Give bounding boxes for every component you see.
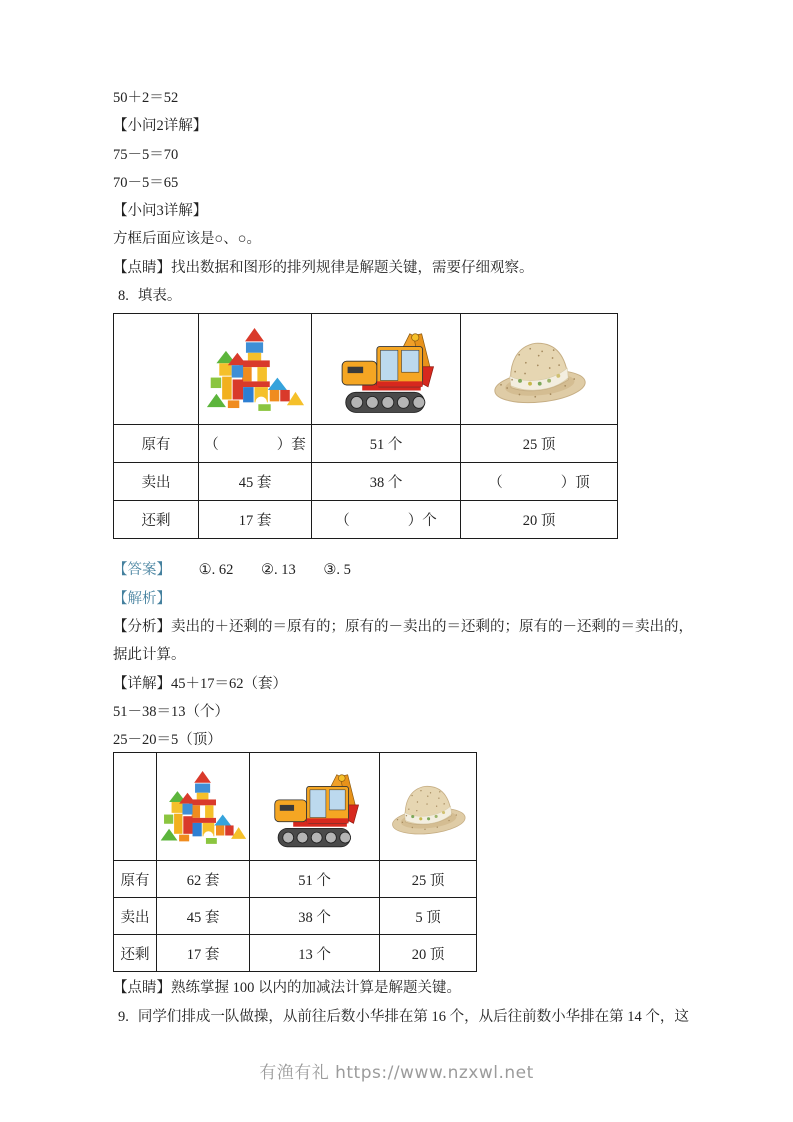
question-number: 9. [118,1008,129,1025]
footer-text: 有渔有礼 https://www.nzxwl.net [259,1063,534,1083]
table-row [114,935,477,972]
subquestion2-detail-label: 【小问2详解】 [113,118,208,135]
row-header-cell: 还剩 [114,935,157,972]
row-header-cell: 卖出 [114,898,157,935]
row-header-cell: 还剩 [114,501,199,539]
detail-equation: 25－20＝5（顶） [113,732,222,749]
answer-item: ①. 62 [198,562,234,579]
table-row [114,501,618,539]
content-area [113,84,698,1031]
question8-filled-table [113,752,477,972]
excavator-icon [318,321,454,417]
building-blocks-icon [205,320,305,418]
key-point-note: 【点睛】熟练掌握 100 以内的加减法计算是解题关键。 [113,980,461,997]
data-cell: 51 个 [312,425,461,463]
analysis-text: 据此计算。 [113,647,186,664]
analysis-section-label [113,585,698,613]
straw-hat-icon [383,769,473,845]
data-cell: 13 个 [250,935,380,972]
row-header-cell: 卖出 [114,463,199,501]
answer-item: ②. 13 [261,562,296,579]
question-title: 填表。 [137,288,182,305]
question8-blank-table [113,313,618,539]
answer-label: 【答案】 [113,562,171,579]
image-cell [199,314,312,425]
question9-heading [113,1003,698,1031]
table-row [114,463,618,501]
table-header-row [114,314,618,425]
data-cell: 17 套 [199,501,312,539]
data-cell: 62 套 [157,861,250,898]
solution-text: 方框后面应该是○、○。 [113,231,262,248]
question-text: 同学们排成一队做操，从前往后数小华排在第 16 个，从后往前数小华排在第 14 个，这 [137,1008,689,1025]
solution-equation: 70－5＝65 [113,174,179,191]
table-header-row [114,753,477,861]
row-header-cell: 原有 [114,861,157,898]
image-cell [312,314,461,425]
data-cell: 25 顶 [461,425,618,463]
analysis-label: 【解析】 [113,590,171,607]
row-header-cell: 原有 [114,425,199,463]
image-cell [380,753,477,861]
data-cell: 5 顶 [380,898,477,935]
subquestion3-detail-label: 【小问3详解】 [113,203,208,220]
table-row [114,425,618,463]
data-cell: 20 顶 [380,935,477,972]
data-cell: 51 个 [250,861,380,898]
data-cell: （ ）套 [199,425,312,463]
empty-corner-cell [114,753,157,861]
detail-equation: 51－38＝13（个） [113,703,229,720]
analysis-text: 【分析】卖出的＋还剩的＝原有的；原有的－卖出的＝还剩的；原有的－还剩的＝卖出的， [113,618,693,635]
table-row [114,898,477,935]
data-cell: （ ）顶 [461,463,618,501]
data-cell: 45 套 [199,463,312,501]
data-cell: 20 顶 [461,501,618,539]
straw-hat-icon [483,325,595,413]
answer-item: ③. 5 [323,562,351,579]
empty-corner-cell [114,314,199,425]
data-cell: （ ）个 [312,501,461,539]
data-cell: 45 套 [157,898,250,935]
excavator-icon [255,763,375,851]
data-cell: 17 套 [157,935,250,972]
detail-equation: 【详解】45＋17＝62（套） [113,675,287,692]
question8-heading [113,282,698,310]
building-blocks-icon [159,760,247,854]
solution-equation: 75－5＝70 [113,146,179,163]
image-cell [461,314,618,425]
data-cell: 25 顶 [380,861,477,898]
data-cell: 38 个 [250,898,380,935]
image-cell [157,753,250,861]
image-cell [250,753,380,861]
key-point-note: 【点睛】找出数据和图形的排列规律是解题关键，需要仔细观察。 [113,259,534,276]
answer-line [113,556,698,584]
data-cell: 38 个 [312,463,461,501]
question-number: 8. [118,288,129,305]
table-row [114,861,477,898]
solution-equation: 50＋2＝52 [113,90,179,106]
site-footer [0,1058,793,1083]
